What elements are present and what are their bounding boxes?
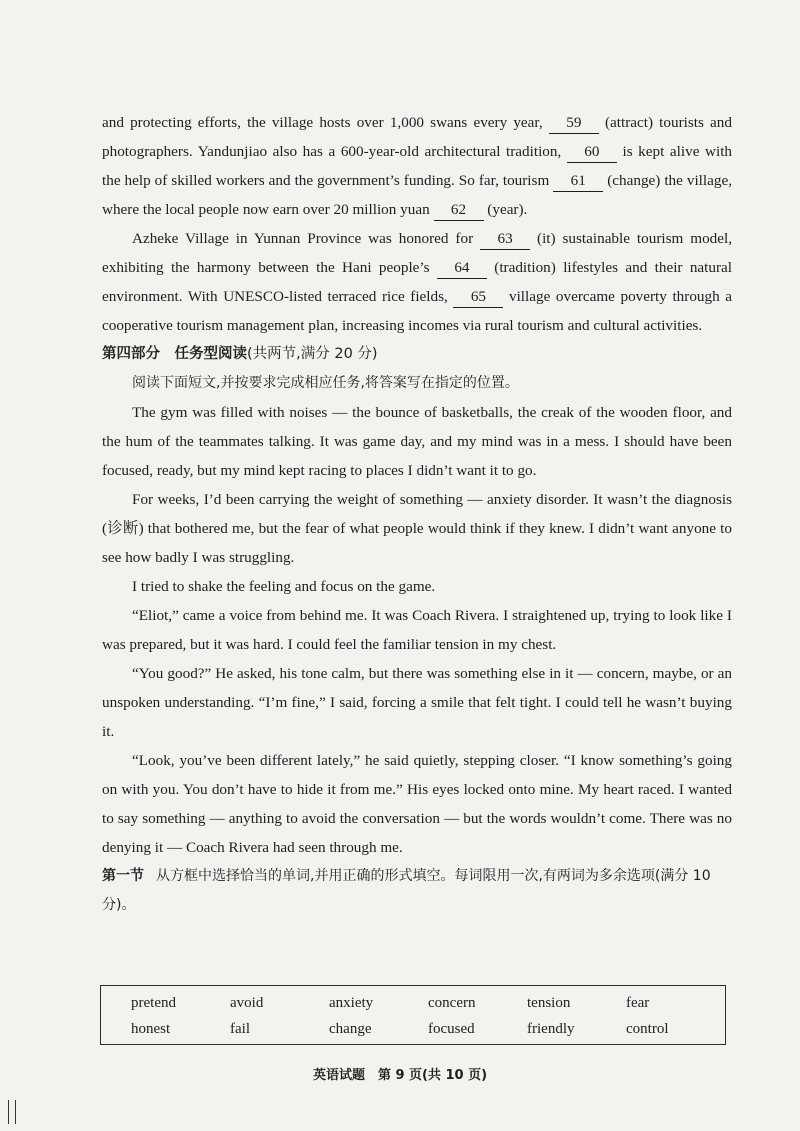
part4-title: 第四部分 任务型阅读	[102, 346, 247, 362]
text: is kept alive with the help of skilled workers and the government’s funding. So far, tourism	[102, 143, 733, 189]
word-option: tension	[527, 995, 571, 1011]
blank-62[interactable]: 62	[434, 200, 484, 221]
part4-score: (共两节,满分 20 分)	[247, 346, 378, 362]
word-option: fail	[230, 1021, 250, 1037]
blank-59[interactable]: 59	[549, 113, 599, 134]
text: Azheke Village in Yunnan Province was honored for	[132, 230, 474, 247]
story-paragraph-3: I tried to shake the feeling and focus on the game.	[132, 578, 436, 595]
part4-heading	[102, 340, 732, 369]
blank-61[interactable]: 61	[553, 171, 603, 192]
word-option: fear	[626, 995, 650, 1011]
blank-65[interactable]: 65	[453, 287, 503, 308]
blank-63[interactable]: 63	[480, 229, 530, 250]
word-option: honest	[131, 1021, 171, 1037]
text: (change) the village, where the local people now earn over 20 million yuan	[102, 172, 732, 218]
text: village overcame poverty through a cooperative tourism management plan, increasing incomes via rural tourism and cultural activities.	[102, 288, 733, 334]
page-content	[102, 108, 732, 920]
word-option: avoid	[230, 995, 264, 1011]
text: (it) sustainable tourism model, exhibiting the harmony between the Hani people’s	[102, 230, 733, 276]
scan-edge-marks	[8, 1100, 16, 1124]
word-box	[100, 985, 726, 1045]
story-paragraph-4: “Eliot,” came a voice from behind me. It was Coach Rivera. I straightened up, trying to look like I was prepared, but it was hard. I could feel the familiar tension in my chest.	[102, 607, 732, 653]
section1-title: 第一节	[102, 868, 144, 884]
text: (tradition) lifestyles and their natural environment. With UNESCO-listed terraced rice fields,	[102, 259, 733, 305]
paragraph-yandunjiao	[102, 108, 732, 224]
story-paragraph-5: “You good?” He asked, his tone calm, but there was something else in it — concern, maybe, or an unspoken understanding. “I’m fine,” I said, forcing a smile that felt tight. I could tell he wasn’t buying it.	[102, 665, 732, 740]
word-option: change	[329, 1021, 372, 1037]
text: and protecting efforts, the village hosts over 1,000 swans every year,	[102, 114, 543, 131]
story-paragraph-2: For weeks, I’d been carrying the weight of something — anxiety disorder. It wasn’t the diagnosis (诊断) that bothered me, but the fear of what people would think if they knew. I didn’t want anyone to see how badly I was struggling.	[102, 491, 732, 566]
text: (attract) tourists and photographers. Yandunjiao also has a 600-year-old architectural tradition,	[102, 114, 732, 160]
word-option: concern	[428, 995, 476, 1011]
story-paragraph-6: “Look, you’ve been different lately,” he said quietly, stepping closer. “I know something’s going on with you. You don’t have to hide it from me.” His eyes locked onto mine. My heart raced. I wanted to say something — anything to avoid the conversation — but the words wouldn’t come. There was no denying it — Coach Rivera had seen through me.	[102, 752, 732, 856]
blank-60[interactable]: 60	[567, 142, 617, 163]
section1-heading	[102, 862, 732, 920]
word-option: pretend	[131, 995, 176, 1011]
word-option: friendly	[527, 1021, 575, 1037]
section1-instruction: 从方框中选择恰当的单词,并用正确的形式填空。每词限用一次,有两词为多余选项(满分 10 分)。	[102, 868, 711, 913]
paragraph-azheke	[102, 224, 732, 340]
word-option: anxiety	[329, 995, 374, 1011]
part4-instruction: 阅读下面短文,并按要求完成相应任务,将答案写在指定的位置。	[132, 375, 519, 391]
text: (year).	[487, 201, 528, 218]
word-option: focused	[428, 1021, 475, 1037]
story-paragraph-1: The gym was filled with noises — the bounce of basketballs, the creak of the wooden floor, and the hum of the teammates talking. It was game day, and my mind was in a mess. I should have been focused, ready, but my mind kept racing to places I didn’t want it to go.	[102, 404, 732, 479]
blank-64[interactable]: 64	[437, 258, 487, 279]
page-footer: 英语试题 第 9 页(共 10 页)	[312, 1068, 488, 1083]
word-option: control	[626, 1021, 669, 1037]
